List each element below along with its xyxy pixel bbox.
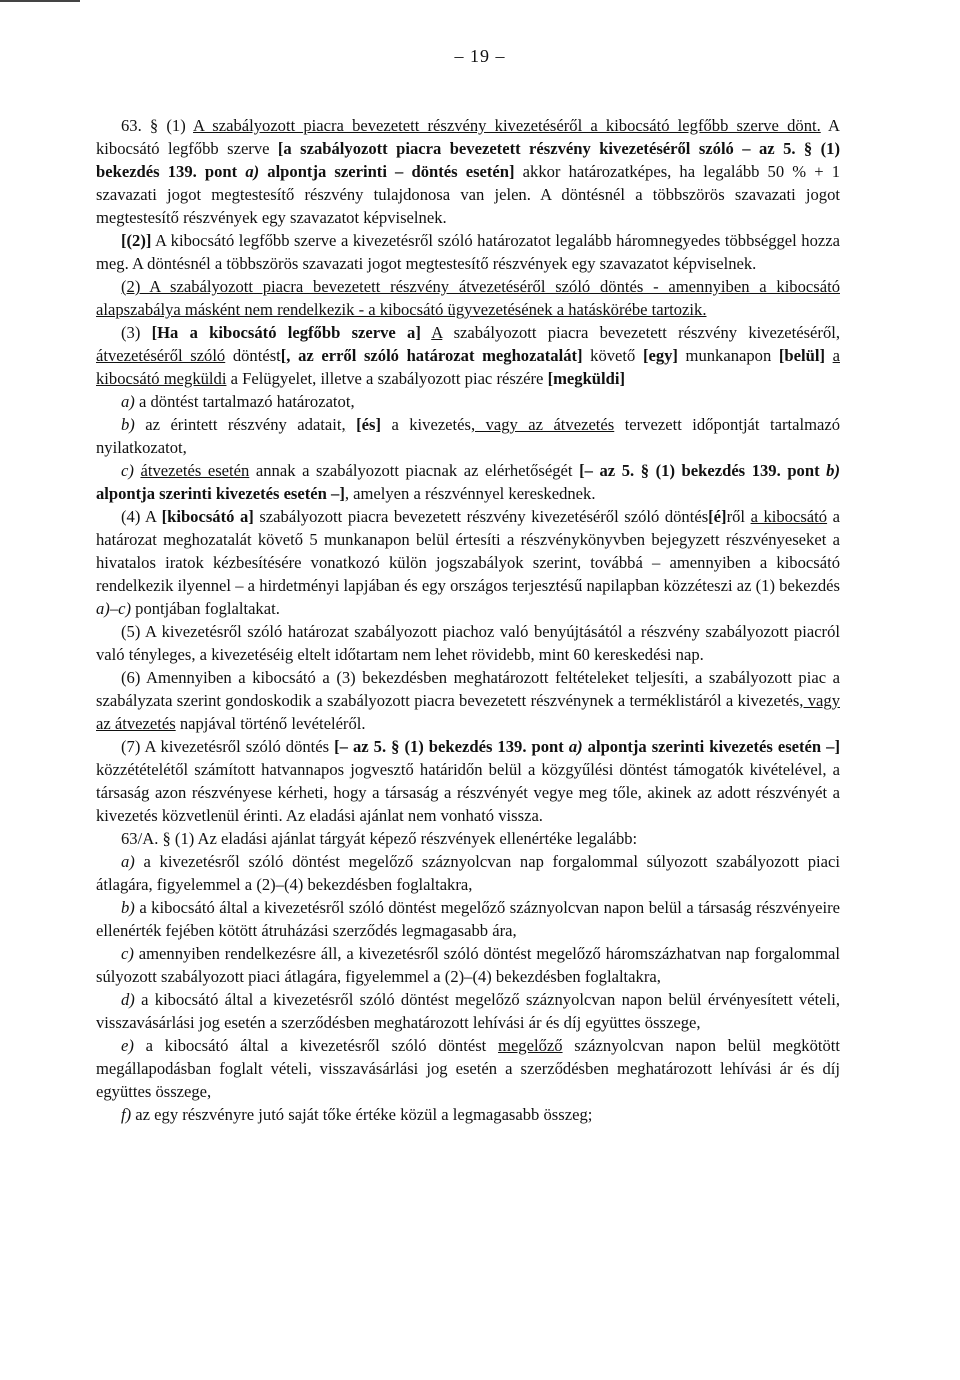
text-run: annak a szabályozott piacnak az elérhetőségét <box>249 461 580 480</box>
text-run: A kibocsátó legfőbb szerve <box>96 116 840 158</box>
text-run: amennyiben rendelkezésre áll, a kivezetésről szóló döntést megelőző háromszázhatvan nap forgalommal súlyozott szabályozott piaci átlagára, figyelemmel a (2)–(4) bekezdésben foglaltakra, <box>96 944 840 986</box>
text-run: f) <box>121 1105 132 1124</box>
paragraph-p63A-1a <box>96 850 840 896</box>
paragraph-p63A-1b <box>96 896 840 942</box>
text-run: [megküldi] <box>547 369 626 388</box>
text-run: szabályozott piacra bevezetett részvény kivezetéséről szóló döntés <box>253 507 709 526</box>
text-run: [, az erről szóló határozat meghozatalát] <box>280 346 583 365</box>
text-run: a kibocsátó által a kivezetésről szóló döntést megelőző száznyolcvan napon belül a társaság részvényeire ellenérték fejében kötött átruházási szerződés legmagasabb ára, <box>96 898 840 940</box>
text-run: b) <box>826 461 840 480</box>
text-run: pontjában foglaltakat. <box>131 599 280 618</box>
text-run <box>421 323 431 342</box>
text-run: 63/A. § (1) Az eladási ajánlat tárgyát képező részvények ellenértéke legalább: <box>121 829 638 848</box>
text-run: a kibocsátó megküldi <box>96 346 840 388</box>
text-run: alpontja szerinti – döntés esetén] <box>259 162 515 181</box>
text-run: [a szabályozott piacra bevezetett részvény kivezetéséről szóló – az 5. § (1) bekezdés 139. pont <box>96 139 840 181</box>
text-run: [Ha a kibocsátó legfőbb szerve a] <box>151 323 421 342</box>
paragraph-p63-7 <box>96 735 840 827</box>
text-run: munkanapon <box>677 346 779 365</box>
text-run: [kibocsátó a] <box>161 507 254 526</box>
text-run: megelőző <box>498 1036 563 1055</box>
paragraph-p63A-1d <box>96 988 840 1034</box>
text-run: , amelyen a részvénnyel kereskednek. <box>344 484 596 503</box>
text-run: (3) <box>121 323 152 342</box>
text-run: a) <box>121 392 135 411</box>
text-run: c) <box>121 461 134 480</box>
paragraph-p63-3c <box>96 459 840 505</box>
text-run: döntést <box>225 346 281 365</box>
text-run: (2) A szabályozott piacra bevezetett részvény átvezetéséről szóló döntés - amennyiben a kibocsátó alapszabálya másként nem rendelkezik - a kibocsátó ügyvezetésének a hatáskörébe tartozik. <box>96 277 840 319</box>
text-run: a kibocsátó <box>750 507 828 526</box>
text-run: A kibocsátó legfőbb szerve a kivezetésről szóló határozatot legalább háromnegyedes többséggel hozza meg. A döntésnél a többszörös szavazati jogot megtestesítő részvények egy szavazatot képviselnek. <box>96 231 840 273</box>
text-run: 63. § (1) <box>121 116 194 135</box>
paragraph-p63-3 <box>96 321 840 390</box>
text-run: a kivezetésről szóló döntést megelőző száznyolcvan nap forgalommal súlyozott szabályozott piaci átlagára, figyelemmel a (2)–(4) bekezdésben foglaltakra, <box>96 852 840 894</box>
text-run: d) <box>121 990 135 1009</box>
text-run: az egy részvényre jutó saját tőke értéke közül a legmagasabb összeg; <box>131 1105 593 1124</box>
text-run: szabályozott piacra bevezetett részvény kivezetéséről <box>442 323 836 342</box>
text-run: (6) Amennyiben a kibocsátó a (3) bekezdésben meghatározott feltételeket teljesíti, a szabályozott piac a szabályzata szerint gondoskodik a szabályozott piacra bevezetett részvénynek a terméklistáról a kivezetés <box>96 668 840 710</box>
paragraph-p63A-1 <box>96 827 840 850</box>
text-run: napjával történő levételéről. <box>175 714 366 733</box>
text-run: a határozat meghozatalát követő 5 munkanapon belül értesíti a részvénykönyvben bejegyzett részvényeseket a hivatalos iratok kézbesítésére vonatkozó külön jogszabályok szerint, továbbá – amennyiben a kibocsátó rendelkezik ilyennel – a hirdetményi lapjában és egy országos terjesztésű napilapban közzéteszi az (1) bekezdés <box>96 507 840 595</box>
paragraph-p63-3a <box>96 390 840 413</box>
document-body <box>96 114 840 1126</box>
paragraph-p63-1 <box>96 114 840 229</box>
text-run: A szabályozott piacra bevezetett részvény kivezetéséről a kibocsátó legfőbb szerve dönt. <box>193 116 821 135</box>
paragraph-p63-3b <box>96 413 840 459</box>
text-run: a) <box>121 852 135 871</box>
text-run: ről <box>726 507 751 526</box>
paragraph-p63-6 <box>96 666 840 735</box>
text-run: száznyolcvan napon belül megkötött megállapodásban foglalt vételi, visszavásárlási jog esetén a szerződésben meghatározott lehívási ár és díj együttes összege, <box>96 1036 840 1101</box>
text-run: követő <box>582 346 643 365</box>
text-run: [(2)] <box>121 231 152 250</box>
text-run: a) <box>568 737 583 756</box>
text-run: a kibocsátó által a kivezetésről szóló döntést megelőző száznyolcvan napon belül érvényesített vételi, visszavásárlási jog esetén a szerződésben meghatározott lehívási ár és díj együttes összege, <box>96 990 840 1032</box>
text-run: b) <box>121 415 135 434</box>
text-run: akkor határozatképes, ha legalább 50 % + 1 szavazati jogot megtestesítő részvény tulajdonosa van jelen. A döntésnél a többszörös szavazati jogot megtestesítő részvények egy szavazatot képviselnek. <box>96 162 841 227</box>
text-run: a döntést tartalmazó határozatot, <box>134 392 355 411</box>
text-run: közzétételétől számított hatvannapos jogvesztő határidőn belül a közgyűlési döntést támogatók kivételével, a társaság azon részvényese kérheti, hogy a társaság a részvényét vegye meg tőle, akinek az adott részvényét a kivezetés közvetlenül érinti. Az eladási ajánlat nem vonható vissza. <box>96 760 840 825</box>
text-run <box>825 346 833 365</box>
text-run: , vagy az átvezetés <box>470 415 615 434</box>
paragraph-p63A-1c <box>96 942 840 988</box>
text-run: (5) A kivezetésről szóló határozat szabályozott piachoz való benyújtásától a részvény szabályozott piacról való tényleges, a kivezetéséig eltelt időtartam nem lehet rövidebb, mint 60 kereskedési nap. <box>96 622 840 664</box>
text-run: alpontja szerinti kivezetés esetén –] <box>582 737 840 756</box>
text-run: [– az 5. § (1) bekezdés 139. pont <box>334 737 569 756</box>
paragraph-p63A-1f <box>96 1103 840 1126</box>
paragraph-p63-2-new <box>96 275 840 321</box>
text-run: b) <box>121 898 135 917</box>
text-run: (4) A <box>121 507 162 526</box>
text-run: alpontja szerinti kivezetés esetén –] <box>96 484 345 503</box>
text-run: [és] <box>356 415 381 434</box>
text-run: [belül] <box>778 346 825 365</box>
text-run: , vagy az átvezetés <box>96 691 840 733</box>
text-run: e) <box>121 1036 134 1055</box>
text-run: a Felügyelet, illetve a szabályozott piac részére <box>226 369 548 388</box>
text-run: [egy] <box>642 346 678 365</box>
text-run: átvezetés esetén <box>140 461 250 480</box>
text-run: [– az 5. § (1) bekezdés 139. pont <box>579 461 827 480</box>
text-run: a kibocsátó által a kivezetésről szóló döntést <box>133 1036 499 1055</box>
paragraph-p63-2-old <box>96 229 840 275</box>
text-run: a kivezetés <box>381 415 471 434</box>
text-run: (7) A kivezetésről szóló döntés <box>121 737 335 756</box>
text-run: tervezett időpontját tartalmazó nyilatkozatot, <box>96 415 840 457</box>
text-run: , <box>341 415 346 434</box>
page-number: – 19 – <box>454 46 506 66</box>
text-run: , átvezetéséről szóló <box>96 323 841 365</box>
text-run: A <box>431 323 443 342</box>
paragraph-p63A-1e <box>96 1034 840 1103</box>
paragraph-p63-4 <box>96 505 840 620</box>
text-run: c) <box>121 944 134 963</box>
text-run: a) <box>245 162 260 181</box>
text-run: [é] <box>708 507 727 526</box>
text-run: a)–c) <box>96 599 132 618</box>
scan-artifact-line <box>0 0 80 2</box>
text-run <box>346 415 356 434</box>
text-run: az érintett részvény adatait <box>134 415 342 434</box>
paragraph-p63-5 <box>96 620 840 666</box>
